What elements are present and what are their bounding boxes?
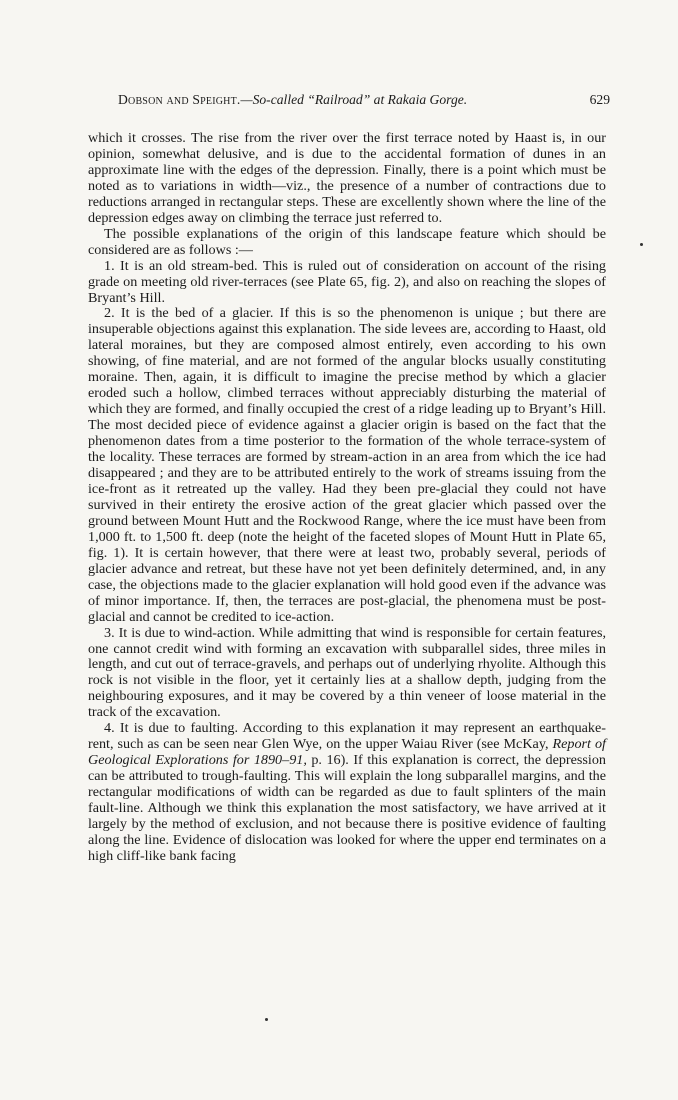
header-authors: Dobson and Speight. (118, 92, 241, 107)
print-speck (640, 243, 643, 246)
paragraph-glacier: 2. It is the bed of a glacier. If this is so the phenomenon is unique ; but there are insuperable objections against this explanation. The side levees are, according to Haast, old lateral moraines, but they are composed almost entirely, even according to his own showing, of fine material, and are not formed of the angular blocks usually constituting moraine. Then, again, it is difficult to imagine the precise method by which a glacier eroded such a hollow, climbed terraces without appreciably disturbing the material of which they are formed, and finally occupied the crest of a ridge leading up to Bryant’s Hill. The most decided piece of evidence against a glacier origin is based on the fact that the phenomenon dates from a time posterior to the formation of the whole terrace-system of the locality. These terraces are formed by stream-action in an area from which the ice had disappeared ; and they are to be attributed entirely to the work of streams issuing from the ice-front as it retreated up the valley. Had they been pre-glacial they could not have survived in their entirety the erosive action of the great glacier which passed over the ground between Mount Hutt and the Rockwood Range, where the ice must have been from 1,000 ft. to 1,500 ft. deep (note the height of the faceted slopes of Mount Hutt in Plate 65, fig. 1). It is certain however, that there were at least two, probably several, periods of glacier advance and retreat, but these have not yet been definitely determined, and, in any case, the objections made to the glacier explanation will hold good even if the advance was of minor importance. If, then, the terraces are post-glacial, the phenomena must be post-glacial and cannot be credited to ice-action. (88, 305, 606, 625)
body-text (88, 131, 606, 865)
print-speck (265, 1018, 268, 1021)
paragraph-explanations-intro: The possible explanations of the origin of this landscape feature which should be considered are as follows :— (88, 225, 606, 258)
paragraph-stream-bed: 1. It is an old stream-bed. This is ruled out of consideration on account of the rising grade on meeting old river-terraces (see Plate 65, fig. 2), and also on reaching the slopes of Bryant’s Hill. (88, 257, 606, 306)
report-citation: Report of Geological Explorations for 1890–91, (88, 736, 606, 769)
paragraph-faulting (88, 721, 606, 865)
faulting-text-start: 4. It is due to faulting. According to this explanation it may represent an earthquake-rent, such as can be seen near Glen Wye, on the upper Waiau River (see McKay, (88, 720, 606, 753)
running-header (118, 92, 608, 108)
page-number: 629 (589, 92, 610, 107)
faulting-text-end: p. 16). If this explanation is correct, the depression can be attributed to trough-faulting. This will explain the long subparallel margins, and the rectangular modifications of width can be regarded as due to fault splinters of the main fault-line. Although we think this explanation the most satisfactory, we have arrived at it largely by the method of exclusion, and not because there is positive evidence of faulting along the line. Evidence of dislocation was looked for where the upper end terminates on a high cliff-like bank facing (88, 752, 606, 864)
header-title: —So-called “Railroad” at Rakaia Gorge. (240, 92, 468, 107)
paragraph-continuation: which it crosses. The rise from the river over the first terrace noted by Haast is, in our opinion, somewhat delusive, and is due to the accidental formation of dunes in an approximate line with the edges of the depression. Finally, there is a point which must be noted as to variations in width—viz., the presence of a number of contractions due to reductions arranged in rectangular steps. These are excellently shown where the line of the depression edges away on climbing the terrace just referred to. (88, 130, 606, 226)
paragraph-wind-action: 3. It is due to wind-action. While admitting that wind is responsible for certain features, one cannot credit wind with forming an excavation with subparallel sides, three miles in length, and cut out of terrace-gravels, and perhaps out of underlying rhyolite. Although this rock is not visible in the floor, yet it certainly lies at a shallow depth, judging from the neighbouring exposures, and it may be covered by a thin veneer of loose material in the track of the excavation. (88, 624, 606, 721)
